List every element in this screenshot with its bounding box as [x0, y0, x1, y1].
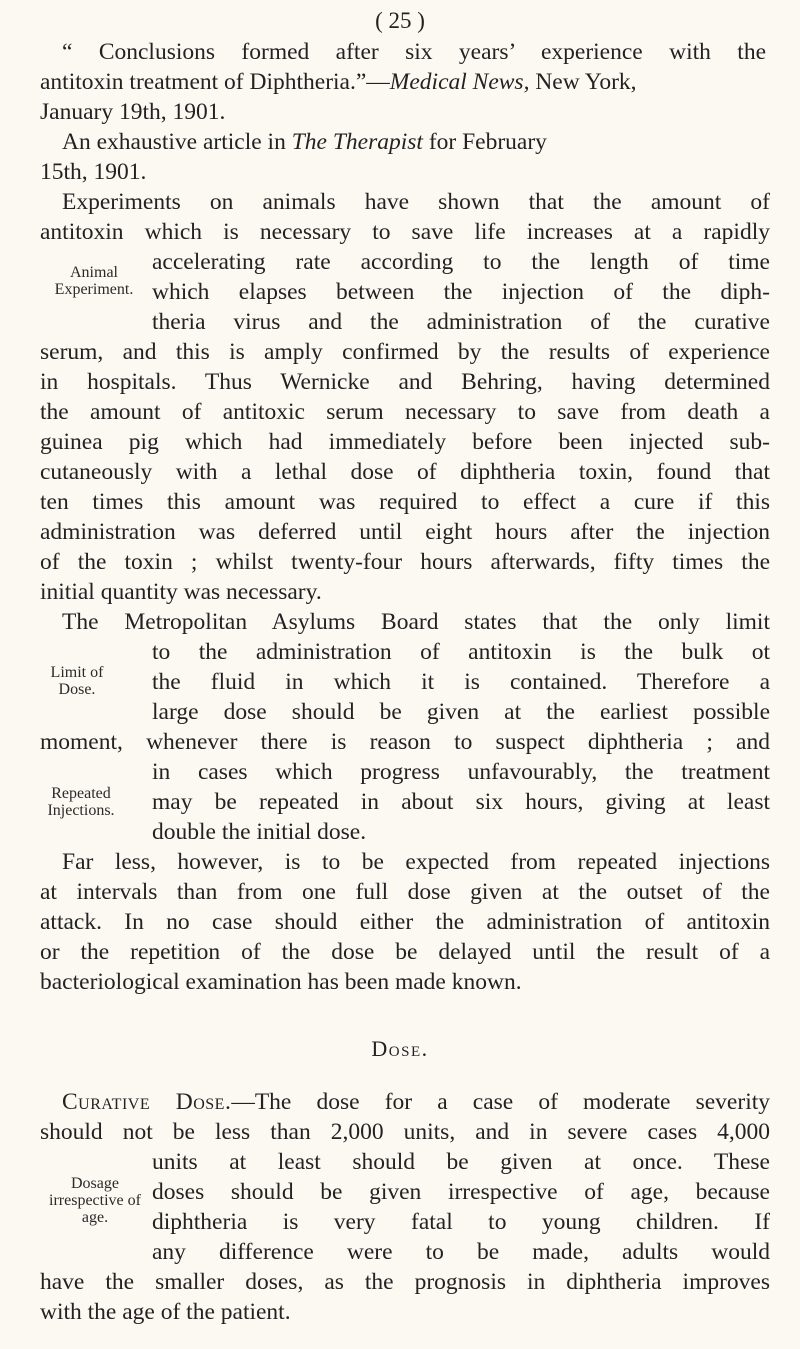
text-line: diphtheria is very fatal to young children. If — [152, 1209, 770, 1235]
text-line: double the initial dose. — [152, 819, 367, 845]
text-line: The Metropolitan Asylums Board states that the only limit — [62, 609, 770, 635]
text-line: at intervals than from one full dose given at the outset of the — [40, 879, 770, 905]
text-line: moment, whenever there is reason to suspect diphtheria ; and — [40, 729, 770, 755]
text-line: administration was deferred until eight hours after the injection — [40, 519, 770, 545]
text-line: units at least should be given at once. These — [152, 1149, 770, 1175]
text-line: Curative Dose.—The dose for a case of moderate severity — [62, 1089, 771, 1115]
text-line: ten times this amount was required to effect a cure if this — [40, 489, 770, 515]
text-line: serum, and this is amply confirmed by the results of experience — [40, 339, 770, 365]
text-line: January 19th, 1901. — [40, 99, 226, 125]
text-line: doses should be given irrespective of age, because — [152, 1179, 770, 1205]
margin-note-animal-experiment: Animal Experiment. — [54, 264, 134, 298]
text-line: should not be less than 2,000 units, and in severe cases 4,000 — [40, 1119, 770, 1145]
text-line: with the age of the patient. — [40, 1299, 291, 1325]
margin-note-limit-of-dose: Limit of Dose. — [50, 664, 104, 698]
text-line: have the smaller doses, as the prognosis in diphtheria improves — [40, 1269, 770, 1295]
text-line: antitoxin treatment of Diphtheria.”—Medical News, New York, — [40, 69, 637, 95]
text-line: or the repetition of the dose be delayed until the result of a — [40, 939, 770, 965]
text-line: to the administration of antitoxin is the bulk ot — [152, 639, 770, 665]
text-line: “ Conclusions formed after six years’ experience with the — [62, 39, 766, 65]
text-line: initial quantity was necessary. — [40, 579, 322, 605]
text-line: antitoxin which is necessary to save life increases at a rapidly — [40, 219, 770, 245]
text-line: Far less, however, is to be expected from repeated injections — [62, 849, 770, 875]
text-line: of the toxin ; whilst twenty-four hours afterwards, fifty times the — [40, 549, 770, 575]
text-line: attack. In no case should either the administration of antitoxin — [40, 909, 770, 935]
margin-note-dosage-irrespective-of-age: Dosage irrespective of age. — [49, 1175, 141, 1226]
text-line: An exhaustive article in The Therapist for February — [62, 129, 547, 155]
text-line: cutaneously with a lethal dose of diphtheria toxin, found that — [40, 459, 770, 485]
text-line: Experiments on animals have shown that the amount of — [62, 189, 770, 215]
text-line: large dose should be given at the earliest possible — [152, 699, 770, 725]
text-line: any difference were to be made, adults would — [152, 1239, 770, 1265]
text-line: in cases which progress unfavourably, the treatment — [152, 759, 770, 785]
text-line: guinea pig which had immediately before been injected sub- — [40, 429, 770, 455]
text-line: the amount of antitoxic serum necessary to save from death a — [40, 399, 770, 425]
text-line: which elapses between the injection of the diph- — [152, 279, 770, 305]
text-line: theria virus and the administration of the curative — [152, 309, 770, 335]
text-line: 15th, 1901. — [40, 159, 147, 185]
text-line: the fluid in which it is contained. Therefore a — [152, 669, 770, 695]
text-line: bacteriological examination has been made known. — [40, 969, 522, 995]
page-number: ( 25 ) — [375, 8, 425, 33]
text-line: in hospitals. Thus Wernicke and Behring, having determined — [40, 369, 770, 395]
margin-note-repeated-injections: Repeated Injections. — [47, 785, 115, 819]
text-line: may be repeated in about six hours, giving at least — [152, 789, 770, 815]
section-heading: Dose. — [371, 1036, 429, 1061]
text-line: accelerating rate according to the length of time — [152, 249, 770, 275]
